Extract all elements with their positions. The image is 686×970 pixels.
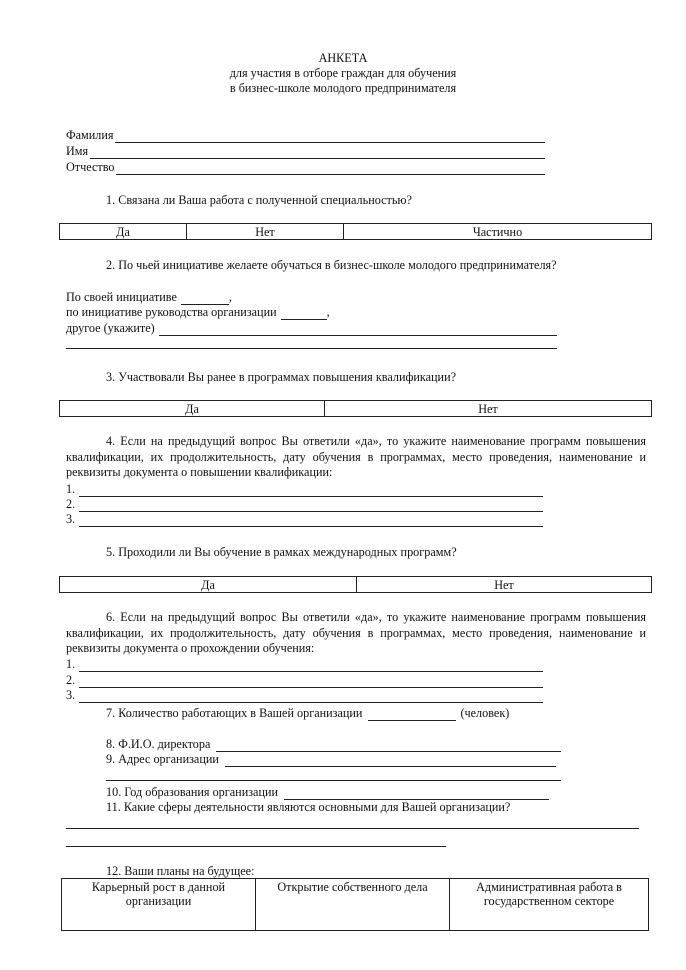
q6-line-number-3: 3. [66,688,76,702]
name-field[interactable] [66,144,545,159]
q10-founding-year-field[interactable] [106,785,549,800]
question-5-options [59,576,652,593]
q4-line-number-2: 2. [66,497,76,511]
q5-option-no[interactable]: Нет [357,577,652,593]
q9-address-continuation-line[interactable] [106,780,561,781]
q2-other-label: другое (укажите) [66,321,155,335]
name-label: Имя [66,144,89,158]
question-3: 3. Участвовали Вы ранее в программах повышения квалификации? [106,370,457,384]
question-6 [66,610,646,657]
q6-line-number-2: 2. [66,673,76,687]
q4-line-number-1: 1. [66,482,76,496]
question-12-options [61,878,649,931]
question-7: 7. Количество работающих в Вашей организации [106,706,363,720]
question-6-text: 6. Если на предыдущий вопрос Вы ответили «да», то укажите наименование программ повышения квалификации, их продолжительность, дату обучения в программах, место проведения, наименование и реквизиты документа о прохождении обучения: [66,610,646,655]
question-5: 5. Проходили ли Вы обучение в рамках международных программ? [106,545,457,559]
patronymic-field[interactable] [66,160,545,175]
question-10: 10. Год образования организации [106,785,279,799]
q2-management-initiative-label: по инициативе руководства организации [66,305,277,319]
q2-management-initiative-field[interactable] [66,305,330,320]
q4-answer-line-3[interactable] [66,512,543,527]
q2-own-initiative-label: По своей инициативе [66,290,177,304]
q2-own-initiative-comma: , [228,290,232,304]
surname-label: Фамилия [66,128,114,142]
q6-answer-line-2[interactable] [66,673,543,688]
q11-answer-line-2[interactable] [66,846,446,847]
question-9: 9. Адрес организации [106,752,219,766]
q7-employee-count-field[interactable] [106,706,509,721]
q1-option-no[interactable]: Нет [187,224,344,240]
question-12: 12. Ваши планы на будущее: [106,864,255,878]
q2-management-initiative-comma: , [326,305,330,319]
q11-answer-line-1[interactable] [66,828,639,829]
q7-units: (человек) [460,706,510,720]
q3-option-yes[interactable]: Да [60,401,325,417]
question-8: 8. Ф.И.О. директора [106,737,211,751]
q9-address-field[interactable] [106,752,556,767]
q12-option-own-business[interactable]: Открытие собственного дела [256,879,450,931]
question-2: 2. По чьей инициативе желаете обучаться в бизнес-школе молодого предпринимателя? [106,258,557,272]
question-4-text: 4. Если на предыдущий вопрос Вы ответили «да», то укажите наименование программ повышения квалификации, их продолжительность, дату обучения в программах, место проведения, наименование и реквизиты документа о повышении квалификации: [66,434,646,479]
question-1: 1. Связана ли Ваша работа с полученной специальностью? [106,193,412,207]
q12-option-career-growth[interactable]: Карьерный рост в данной организации [62,879,256,931]
q12-option-public-sector[interactable]: Административная работа в государственном секторе [450,879,649,931]
form-title: АНКЕТА [318,51,368,65]
q4-line-number-3: 3. [66,512,76,526]
form-subtitle-line-2: в бизнес-школе молодого предпринимателя [229,81,457,95]
question-1-options [59,223,652,240]
question-3-options [59,400,652,417]
patronymic-label: Отчество [66,160,115,174]
q6-answer-line-1[interactable] [66,657,543,672]
q5-option-yes[interactable]: Да [60,577,357,593]
q2-other-continuation-line[interactable] [66,348,557,349]
q6-line-number-1: 1. [66,657,76,671]
q1-option-partially[interactable]: Частично [344,224,652,240]
q2-own-initiative-field[interactable] [66,290,232,305]
q6-answer-line-3[interactable] [66,688,543,703]
q8-director-field[interactable] [106,737,561,752]
question-4 [66,434,646,481]
q1-option-yes[interactable]: Да [60,224,187,240]
surname-field[interactable] [66,128,545,143]
form-subtitle-line-1: для участия в отборе граждан для обучения [229,66,457,80]
q3-option-no[interactable]: Нет [325,401,652,417]
question-11: 11. Какие сферы деятельности являются основными для Вашей организации? [106,800,511,814]
q2-other-field[interactable] [66,321,557,336]
q4-answer-line-1[interactable] [66,482,543,497]
q4-answer-line-2[interactable] [66,497,543,512]
